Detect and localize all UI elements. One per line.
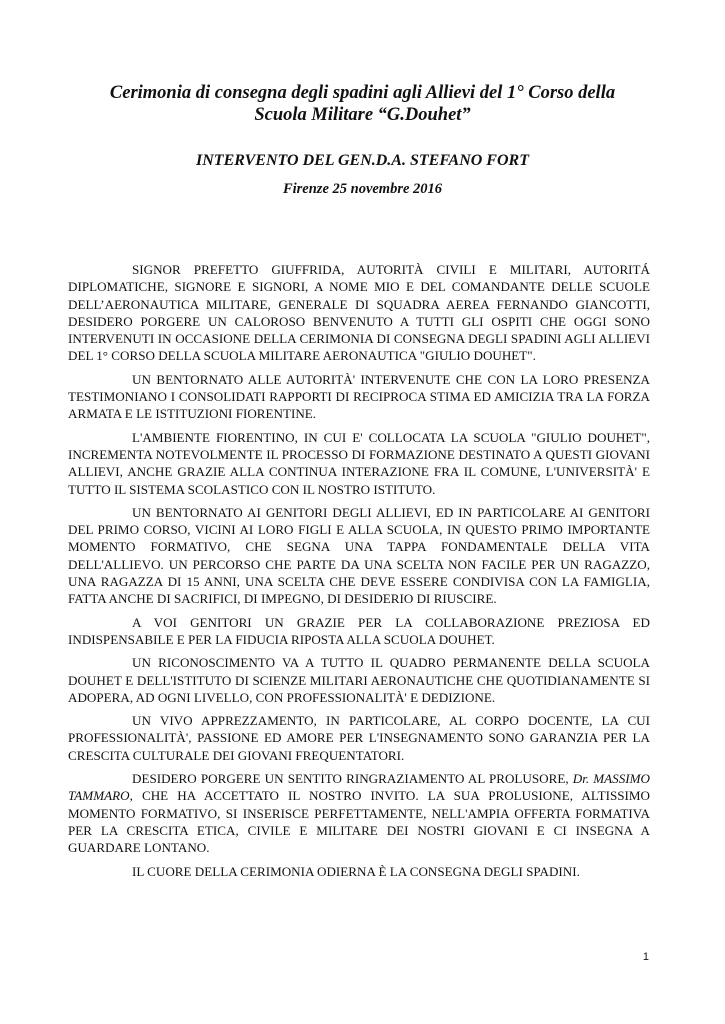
paragraph-3: L'AMBIENTE FIORENTINO, IN CUI E' COLLOCATA LA SCUOLA "GIULIO DOUHET", INCREMENTA NOTEVOLMENTE IL PROCESSO DI FORMAZIONE DESTINATO A QUESTI GIOVANI ALLIEVI, ANCHE GRAZIE ALLA CONTINUA INTERAZIONE FRA IL COMUNE, L'UNIVERSITÀ' E TUTTO IL SISTEMA SCOLASTICO CON IL NOSTRO ISTITUTO.: [68, 429, 650, 497]
paragraph-1: SIGNOR PREFETTO GIUFFRIDA, AUTORITÀ CIVILI E MILITARI, AUTORITÁ DIPLOMATICHE, SIGNORE E SIGNORI, A NOME MIO E DEL COMANDANTE DELLE SCUOLE DELL’AERONAUTICA MILITARE, GENERALE DI SQUADRA AEREA FERNANDO GIANCOTTI, DESIDERO PORGERE UN CALOROSO BENVENUTO A TUTTI GLI OSPITI CHE OGGI SONO INTERVENUTI IN OCCASIONE DELLA CERIMONIA DI CONSEGNA DEGLI SPADINI AGLI ALLIEVI DEL 1° CORSO DELLA SCUOLA MILITARE AERONAUTICA "GIULIO DOUHET".: [68, 262, 650, 364]
paragraph-8-text-start: DESIDERO PORGERE UN SENTITO RINGRAZIAMENTO AL PROLUSORE,: [132, 771, 573, 787]
paragraph-5: A VOI GENITORI UN GRAZIE PER LA COLLABORAZIONE PREZIOSA ED INDISPENSABILE E PER LA FIDUCIA RIPOSTA ALLA SCUOLA DOUHET.: [68, 614, 650, 647]
document-body: [68, 261, 650, 886]
document-title: [60, 82, 665, 126]
prolusore-name: Dr. MASSIMO TAMMARO: [68, 771, 650, 804]
paragraph-7: UN VIVO APPREZZAMENTO, IN PARTICOLARE, AL CORPO DOCENTE, LA CUI PROFESSIONALITÀ', PASSIONE ED AMORE PER L'INSEGNAMENTO SONO GARANZIA PER LA CRESCITA CULTURALE DEI GIOVANI FREQUENTATORI.: [68, 713, 650, 763]
paragraph-2: UN BENTORNATO ALLE AUTORITÀ' INTERVENUTE CHE CON LA LORO PRESENZA TESTIMONIANO I CONSOLIDATI RAPPORTI DI RECIPROCA STIMA ED AMICIZIA TRA LA FORZA ARMATA E LE ISTITUZIONI FIORENTINE.: [68, 371, 650, 422]
paragraph-6: UN RICONOSCIMENTO VA A TUTTO IL QUADRO PERMANENTE DELLA SCUOLA DOUHET E DELL'ISTITUTO DI SCIENZE MILITARI AERONAUTICHE CHE QUOTIDIANAMENTE SI ADOPERA, AD OGNI LIVELLO, CON PROFESSIONALITÀ' E DEDIZIONE.: [68, 655, 650, 705]
title-line-2: Scuola Militare “G.Douhet”: [254, 105, 471, 125]
paragraph-4: UN BENTORNATO AI GENITORI DEGLI ALLIEVI, ED IN PARTICOLARE AI GENITORI DEL PRIMO CORSO, VICINI AI LORO FIGLI E ALLA SCUOLA, IN QUESTO PRIMO IMPORTANTE MOMENTO FORMATIVO, CHE SEGNA UNA TAPPA FONDAMENTALE DELLA VITA DELL'ALLIEVO. UN PERCORSO CHE PARTE DA UNA SCELTA NON FACILE PER UN RAGAZZO, UNA RAGAZZA DI 15 ANNI, UNA SCELTA CHE DEVE ESSERE CONDIVISA CON LA FAMIGLIA, FATTA ANCHE DI SACRIFICI, DI IMPEGNO, DI DESIDERIO DI RIUSCIRE.: [68, 504, 650, 607]
paragraph-8-text-end: , CHE HA ACCETTATO IL NOSTRO INVITO. LA SUA PROLUSIONE, ALTISSIMO MOMENTO FORMATIVO, SI INSERISCE PERFETTAMENTE, NELL'AMPIA OFFERTA FORMATIVA PER LA CRESCITA ETICA, CIVILE E MILITARE DEI NOSTRI GIOVANI E CI INSEGNA A GUARDARE LONTANO.: [68, 788, 650, 856]
document-subtitle: INTERVENTO DEL GEN.D.A. STEFANO FORT: [196, 152, 529, 169]
title-line-1: Cerimonia di consegna degli spadini agli Allievi del 1° Corso della: [109, 83, 616, 103]
document-date: Firenze 25 novembre 2016: [282, 181, 443, 197]
paragraph-9: IL CUORE DELLA CERIMONIA ODIERNA È LA CONSEGNA DEGLI SPADINI.: [132, 863, 580, 879]
paragraph-8: [68, 770, 650, 856]
page-number: 1: [642, 951, 649, 963]
